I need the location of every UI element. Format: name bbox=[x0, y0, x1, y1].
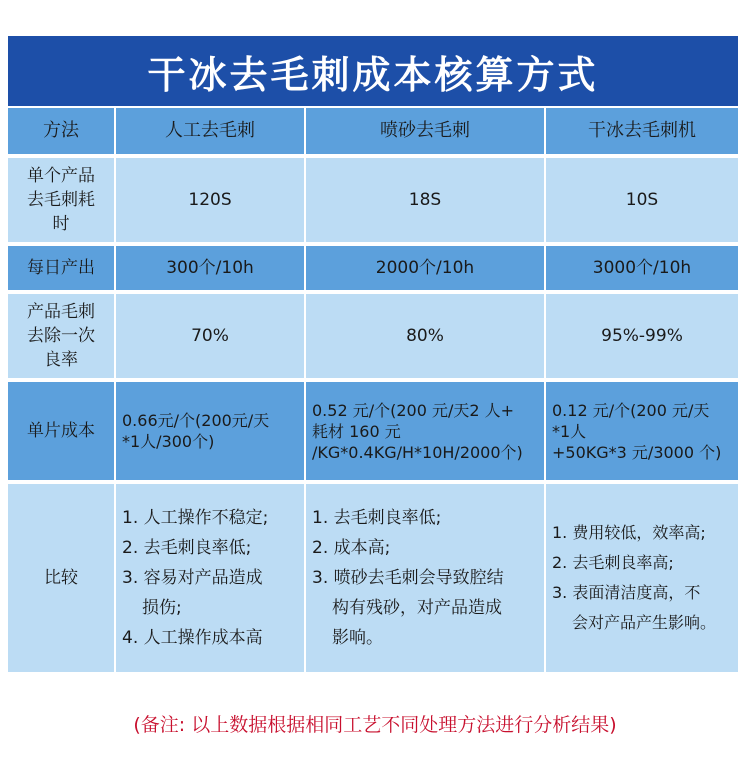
list-item: 损伤; bbox=[142, 598, 182, 618]
time-sandblast: 18S bbox=[306, 158, 544, 242]
list-item: 2. 成本高; bbox=[312, 538, 391, 558]
list-item: 2. 去毛刺良率高; bbox=[552, 553, 674, 572]
daily-dry-ice: 3000个/10h bbox=[546, 246, 738, 290]
list-item: 4. 人工操作成本高 bbox=[122, 628, 263, 648]
cost-line: 0.12 元/个(200 元/天 bbox=[552, 400, 710, 420]
list-item: 构有残砂，对产品造成 bbox=[332, 598, 502, 618]
list-item: 1. 人工操作不稳定; bbox=[122, 508, 269, 528]
compare-dry-ice bbox=[546, 484, 738, 672]
row-label-line: 时 bbox=[52, 214, 70, 234]
list-item: 1. 费用较低，效率高; bbox=[552, 523, 706, 542]
list-item: 1. 去毛刺良率低; bbox=[312, 508, 442, 528]
cost-line: /KG*0.4KG/H*10H/2000个) bbox=[312, 442, 523, 462]
compare-sandblast bbox=[306, 484, 544, 672]
row-label-line: 去毛刺耗 bbox=[27, 190, 95, 210]
cost-line: *1人/300个) bbox=[122, 432, 215, 451]
list-item: 会对产品产生影响。 bbox=[572, 613, 717, 632]
cost-sandblast bbox=[306, 382, 544, 480]
cost-line: +50KG*3 元/3000 个) bbox=[552, 442, 722, 462]
row-label-time bbox=[8, 158, 114, 242]
yield-dry-ice: 95%-99% bbox=[546, 294, 738, 378]
cost-dry-ice bbox=[546, 382, 738, 480]
list-item: 3. 容易对产品造成 bbox=[122, 568, 263, 588]
compare-manual bbox=[116, 484, 304, 672]
row-label-yield bbox=[8, 294, 114, 378]
row-label-compare: 比较 bbox=[8, 484, 114, 672]
cost-line: *1人 bbox=[552, 421, 587, 441]
list-item: 3. 表面清洁度高，不 bbox=[552, 583, 701, 602]
row-label-daily: 每日产出 bbox=[8, 246, 114, 290]
daily-manual: 300个/10h bbox=[116, 246, 304, 290]
yield-sandblast: 80% bbox=[306, 294, 544, 378]
list-item: 3. 喷砂去毛刺会导致腔结 bbox=[312, 568, 504, 588]
header-method: 方法 bbox=[8, 108, 114, 154]
cost-line: 0.66元/个(200元/天 bbox=[122, 411, 270, 430]
row-label-line: 单个产品 bbox=[27, 166, 95, 186]
page-title: 干冰去毛刺成本核算方式 bbox=[8, 36, 738, 106]
row-label-line: 产品毛刺 bbox=[27, 302, 95, 322]
yield-manual: 70% bbox=[116, 294, 304, 378]
row-label-line: 去除一次 bbox=[27, 326, 95, 346]
row-label-cost: 单片成本 bbox=[8, 382, 114, 480]
footnote: (备注: 以上数据根据相同工艺不同处理方法进行分析结果) bbox=[133, 714, 617, 736]
list-item: 2. 去毛刺良率低; bbox=[122, 538, 252, 558]
cost-comparison-table bbox=[8, 108, 738, 672]
header-sandblast: 喷砂去毛刺 bbox=[306, 108, 544, 154]
daily-sandblast: 2000个/10h bbox=[306, 246, 544, 290]
time-manual: 120S bbox=[116, 158, 304, 242]
time-dry-ice: 10S bbox=[546, 158, 738, 242]
header-dry-ice: 干冰去毛刺机 bbox=[546, 108, 738, 154]
list-item: 影响。 bbox=[332, 628, 383, 648]
cost-line: 耗材 160 元 bbox=[312, 421, 401, 441]
header-manual: 人工去毛刺 bbox=[116, 108, 304, 154]
row-label-line: 良率 bbox=[44, 350, 78, 370]
cost-manual bbox=[116, 382, 304, 480]
cost-line: 0.52 元/个(200 元/天2 人+ bbox=[312, 400, 515, 420]
